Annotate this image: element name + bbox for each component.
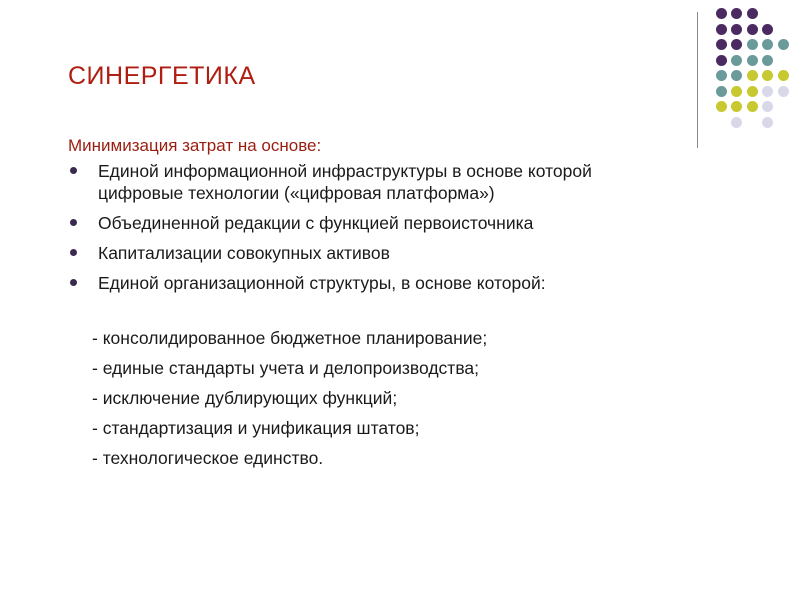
- decorative-dot: [731, 117, 742, 128]
- sub-list: [92, 327, 487, 477]
- bullet-icon: [70, 167, 77, 174]
- decorative-dot: [747, 86, 758, 97]
- decorative-dot: [762, 55, 773, 66]
- decorative-dot: [747, 101, 758, 112]
- bullet-icon: [70, 249, 77, 256]
- decorative-dot: [731, 8, 742, 19]
- decorative-dot: [762, 101, 773, 112]
- decorative-dot: [731, 101, 742, 112]
- decorative-dot: [747, 8, 758, 19]
- slide-title: СИНЕРГЕТИКА: [68, 62, 256, 90]
- bullet-icon: [70, 279, 77, 286]
- bullet-text: Капитализации совокупных активов: [98, 243, 390, 263]
- bullet-text: Единой информационной инфраструктуры в основе которой цифровые технологии («цифровая платформа»): [98, 161, 592, 203]
- bullet-item: [68, 160, 678, 204]
- sub-list-item: - исключение дублирующих функций;: [92, 388, 398, 408]
- decorative-dot: [762, 117, 773, 128]
- decorative-dot: [731, 55, 742, 66]
- bullet-item: [68, 212, 678, 234]
- decorative-dot: [716, 24, 727, 35]
- decorative-dot: [747, 39, 758, 50]
- decorative-dot: [778, 86, 789, 97]
- decorative-dot: [716, 39, 727, 50]
- sub-list-item: - стандартизация и унификация штатов;: [92, 418, 420, 438]
- bullet-item: [68, 242, 678, 264]
- sub-list-item: - единые стандарты учета и делопроизводства;: [92, 358, 480, 378]
- slide-subtitle: Минимизация затрат на основе:: [68, 136, 322, 155]
- decorative-dot: [762, 39, 773, 50]
- decorative-dot: [716, 55, 727, 66]
- bullet-item: [68, 272, 678, 294]
- decorative-dot: [762, 70, 773, 81]
- decorative-dot: [716, 8, 727, 19]
- decorative-dot-grid: [700, 8, 790, 128]
- decorative-dot: [762, 86, 773, 97]
- decorative-dot: [778, 70, 789, 81]
- decorative-dot: [716, 101, 727, 112]
- decorative-dot: [762, 24, 773, 35]
- decorative-dot: [731, 24, 742, 35]
- bullet-text: Единой организационной структуры, в основе которой:: [98, 273, 546, 293]
- bullet-text: Объединенной редакции с функцией первоисточника: [98, 213, 534, 233]
- vertical-divider: [697, 12, 698, 148]
- bullet-icon: [70, 219, 77, 226]
- decorative-dot: [716, 70, 727, 81]
- decorative-dot: [731, 86, 742, 97]
- decorative-dot: [747, 24, 758, 35]
- sub-list-item: - технологическое единство.: [92, 448, 324, 468]
- decorative-dot: [747, 55, 758, 66]
- decorative-dot: [731, 70, 742, 81]
- decorative-dot: [778, 39, 789, 50]
- sub-list-item: - консолидированное бюджетное планирование;: [92, 328, 488, 348]
- decorative-dot: [716, 86, 727, 97]
- decorative-dot: [731, 39, 742, 50]
- decorative-dot: [747, 70, 758, 81]
- bullet-list: [68, 160, 678, 302]
